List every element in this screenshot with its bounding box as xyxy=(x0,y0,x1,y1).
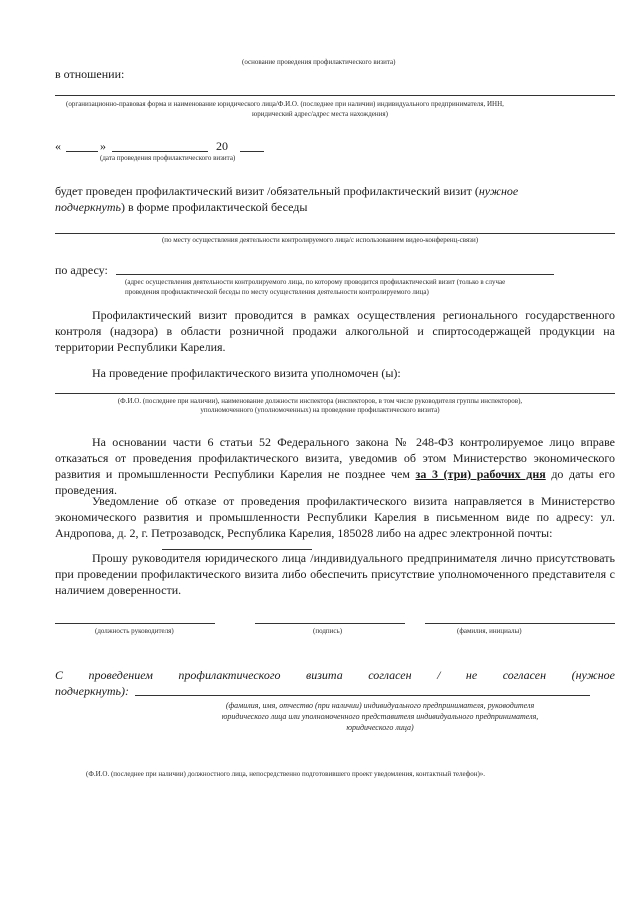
name-line[interactable] xyxy=(425,623,615,624)
signature-line[interactable] xyxy=(255,623,405,624)
signature-caption: (подпись) xyxy=(313,627,343,635)
consent-line[interactable] xyxy=(135,695,590,696)
paragraph-refusal-right: На основании части 6 статьи 52 Федерального закона № 248-ФЗ контролируемое лицо вправе отказаться от проведения профилактического визита, уведомив об этом Министерство экономического развития и промышленности Республики Карелия не позднее чем за 3 (три) рабочих дня до даты его проведения. xyxy=(55,435,616,497)
consent-line-2: подчеркнуть): xyxy=(55,684,129,698)
visit-line-1: будет проведен профилактический визит /обязательный профилактический визит (нужное xyxy=(55,184,519,198)
place-line[interactable] xyxy=(55,233,615,234)
address-caption-1: (адрес осуществления деятельности контролируемого лица, по которому проводится профилактический визит (только в случае xyxy=(125,278,506,286)
name-caption: (фамилия, инициалы) xyxy=(457,627,522,635)
position-line[interactable] xyxy=(55,623,215,624)
place-caption: (по месту осуществления деятельности контролируемого лица/с использованием видео-конференц-связи) xyxy=(161,236,479,244)
inspector-caption-2: уполномоченного (уполномоченных) на проведение профилактического визита) xyxy=(200,406,440,414)
address-label: по адресу: xyxy=(55,263,108,277)
org-caption-1: (организационно-правовая форма и наименование юридического лица/Ф.И.О. (последнее при наличии) индивидуального предпринимателя, ИНН, xyxy=(66,100,504,108)
visit-line-2: подчеркнуть) в форме профилактической беседы xyxy=(55,200,308,214)
year-line[interactable] xyxy=(240,151,264,152)
month-line[interactable] xyxy=(112,151,208,152)
paragraph-request: Прошу руководителя юридического лица /индивидуального предпринимателя лично присутствовать при проведении профилактического визита либо обеспечить присутствие уполномоченного представителя с наличием доверенности. xyxy=(55,551,615,597)
address-line[interactable] xyxy=(116,274,554,275)
quote-close: » xyxy=(100,139,106,153)
paragraph-authorized: На проведение профилактического визита уполномочен (ы): xyxy=(92,366,401,380)
date-caption: (дата проведения профилактического визита) xyxy=(100,154,236,162)
paragraph-refusal-notice: Уведомление об отказе от проведения профилактического визита направляется в Министерство экономического развития и промышленности Республики Карелия в письменном виде по адресу: ул. Андропова, д. 2, г. Петрозаводск, Республика Карелия, 185028 либо на адрес электронной почты: xyxy=(55,494,615,540)
year-prefix: 20 xyxy=(216,139,228,153)
position-caption: (должность руководителя) xyxy=(95,627,174,635)
inspector-line[interactable] xyxy=(55,393,615,394)
inspector-caption-1: (Ф.И.О. (последнее при наличии), наименование должности инспектора (инспекторов, в том числе руководителя группы инспекторов), xyxy=(117,397,523,405)
consent-caption: (фамилия, имя, отчество (при наличии) индивидуального предпринимателя, руководителя юридического лица или уполномоченного представителя индивидуального предпринимателя, юридического лица) xyxy=(221,701,539,732)
address-caption-2: проведения профилактической беседы по месту осуществления деятельности контролируемого лица) xyxy=(125,288,429,296)
footer-caption: (Ф.И.О. (последнее при наличии) должностного лица, непосредственно подготовившего проект уведомления, контактный телефон)». xyxy=(86,770,486,778)
in-relation-label: в отношении: xyxy=(55,67,125,81)
org-caption-2: юридический адрес/адрес места нахождения) xyxy=(252,110,388,118)
paragraph-control: Профилактический визит проводится в рамках осуществления регионального государственного контроля (надзора) в области розничной продажи алкогольной и спиртосодержащей продукции на территории Республики Карелия. xyxy=(55,308,615,354)
quote-open: « xyxy=(55,139,61,153)
org-line[interactable] xyxy=(55,95,615,96)
basis-caption: (основание проведения профилактического визита) xyxy=(242,58,396,66)
day-line[interactable] xyxy=(66,151,98,152)
consent-line-1: С проведением профилактического визита согласен / не согласен (нужное xyxy=(55,668,615,682)
